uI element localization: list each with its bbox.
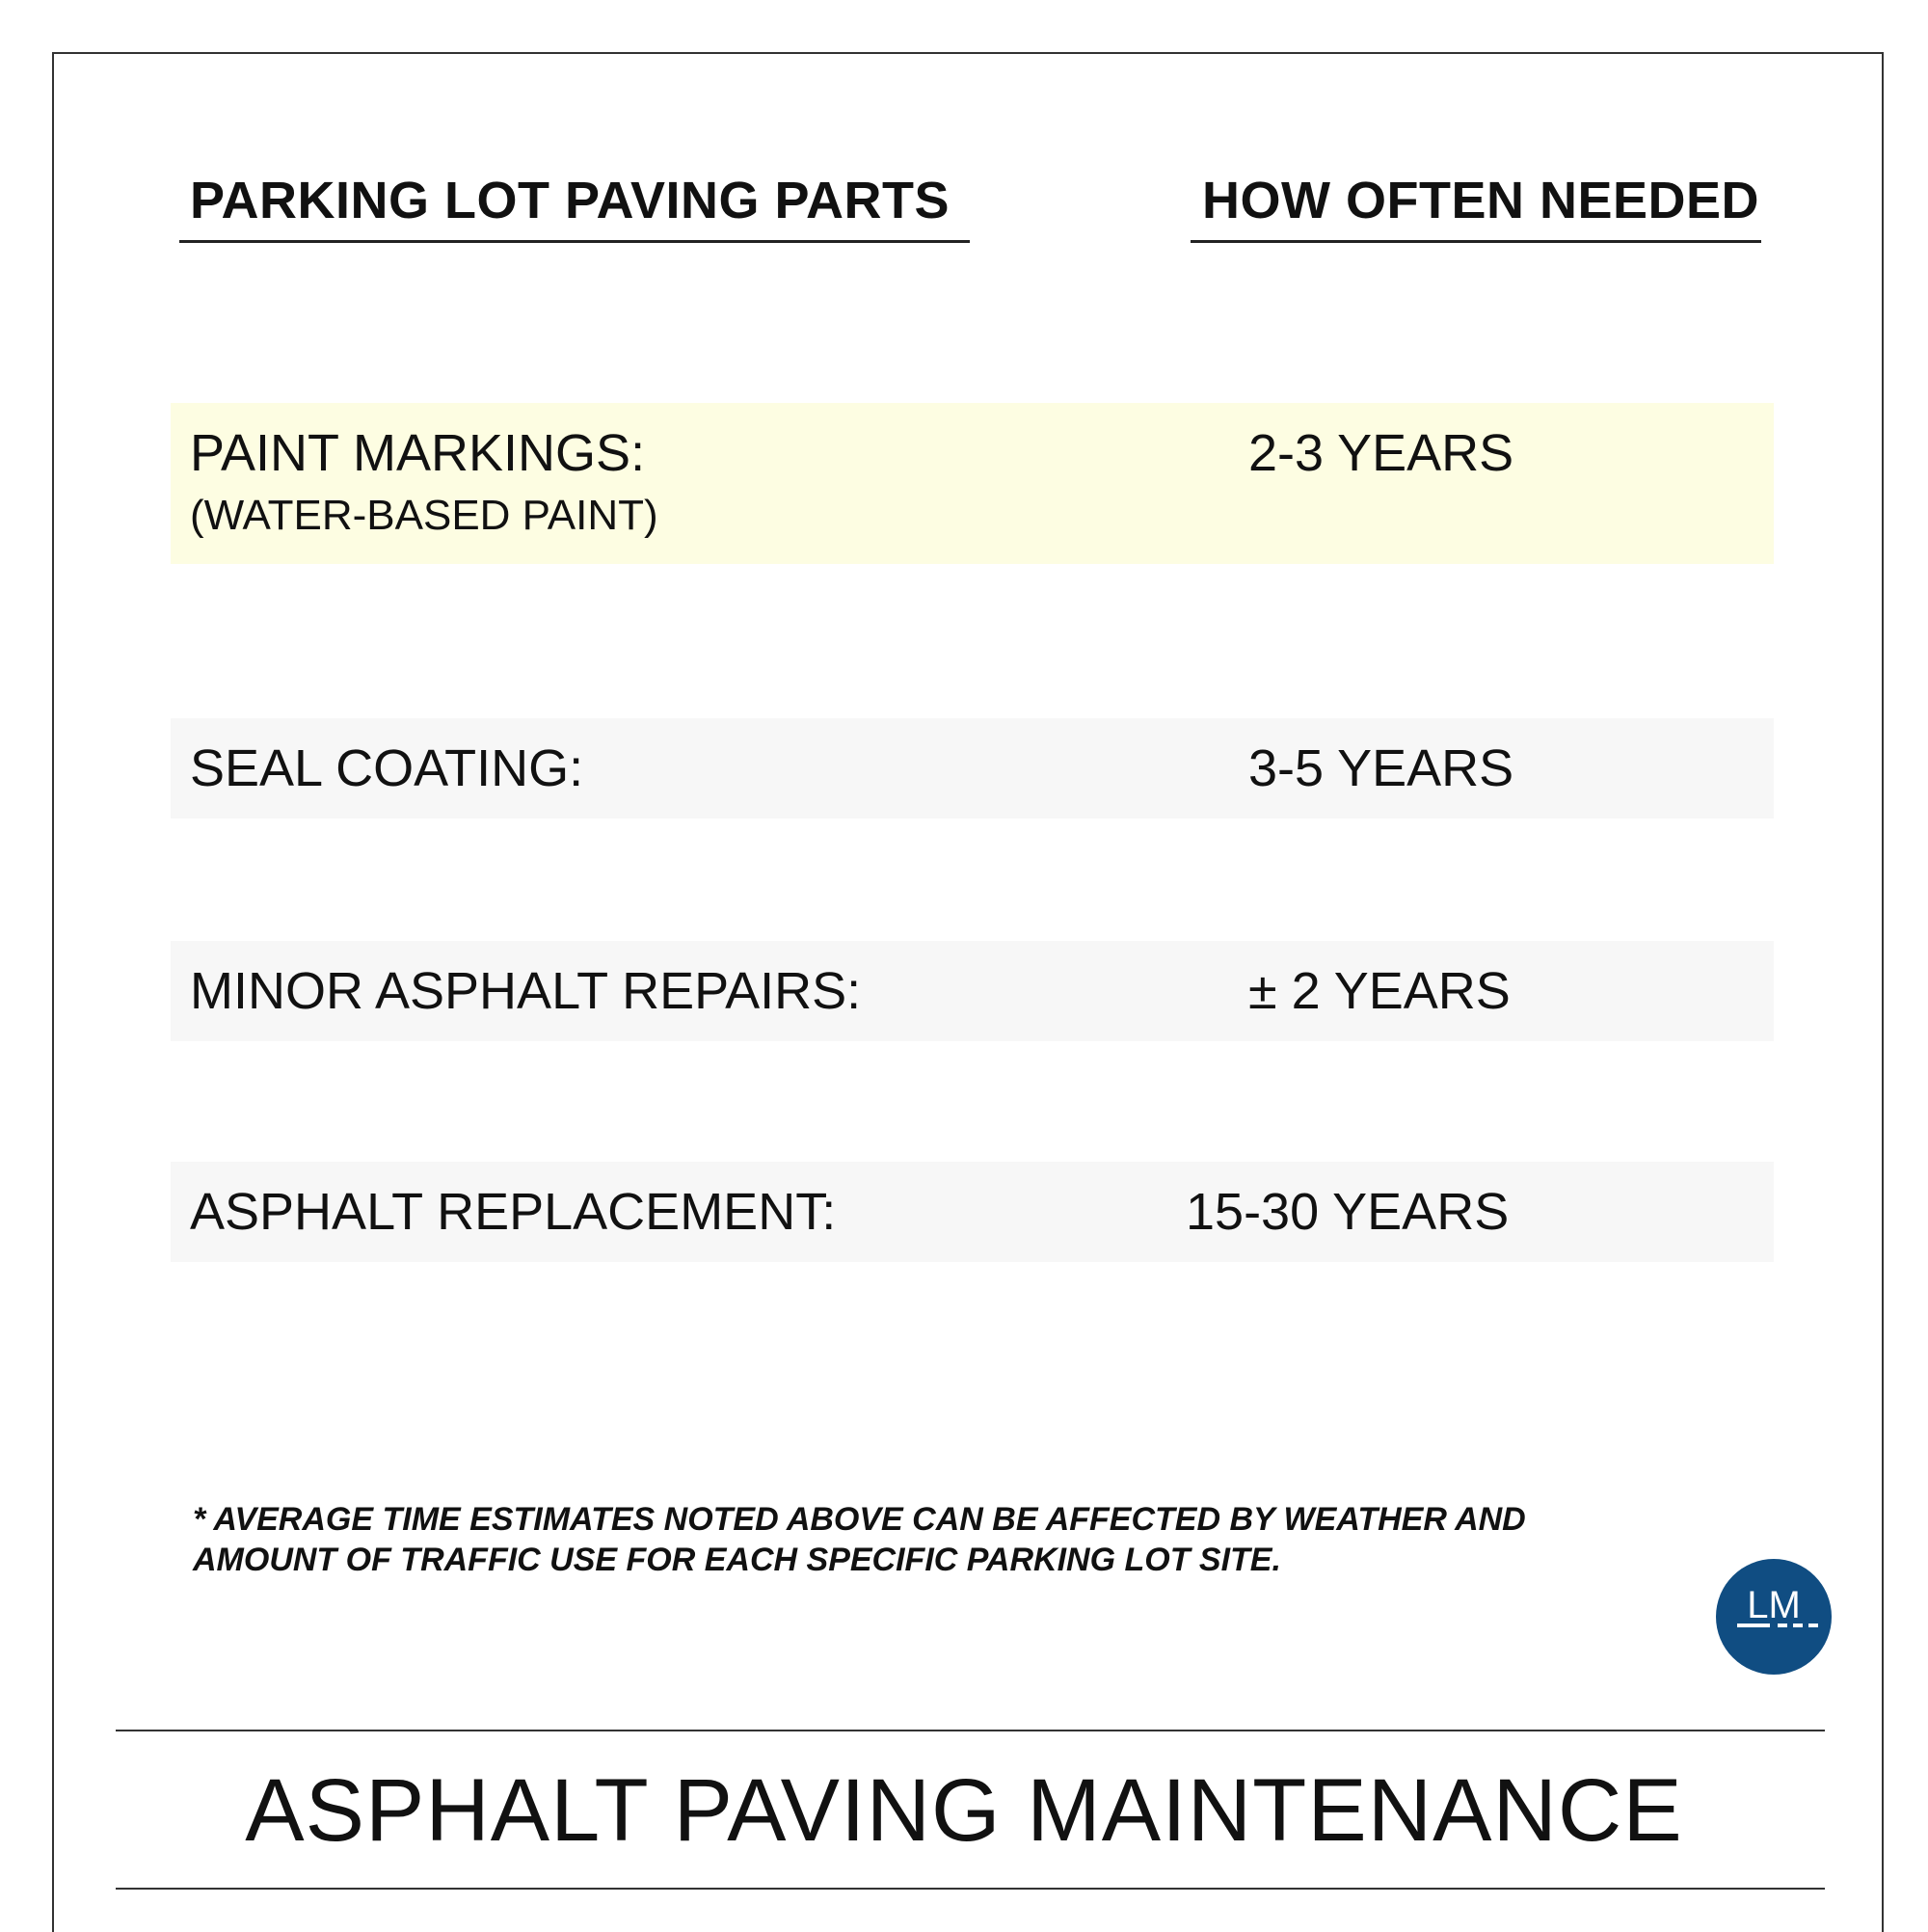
- title-bottom-divider: [116, 1888, 1825, 1890]
- column-header-parts-underline: [179, 240, 970, 243]
- row-label: PAINT MARKINGS:: [190, 424, 646, 482]
- row-label: SEAL COATING:: [190, 739, 584, 797]
- logo-text: LM: [1747, 1584, 1801, 1626]
- row-value: 15-30 YEARS: [1186, 1183, 1510, 1241]
- footnote: [193, 1499, 1526, 1580]
- column-header-frequency-underline: [1191, 240, 1761, 243]
- row-sublabel: (WATER-BASED PAINT): [190, 492, 658, 539]
- table-row-paint-markings: [171, 403, 1774, 564]
- footnote-line-2: AMOUNT OF TRAFFIC USE FOR EACH SPECIFIC PARKING LOT SITE.: [193, 1542, 1281, 1578]
- lm-logo-graphic: [1716, 1559, 1832, 1675]
- row-value: ± 2 YEARS: [1248, 962, 1511, 1020]
- lm-logo-icon: [1716, 1559, 1832, 1675]
- page-title: ASPHALT PAVING MAINTENANCE: [245, 1761, 1683, 1860]
- row-label: ASPHALT REPLACEMENT:: [190, 1183, 837, 1241]
- title-top-divider: [116, 1730, 1825, 1731]
- column-header-parts: PARKING LOT PAVING PARTS: [190, 172, 951, 229]
- table-row-minor-repairs: [171, 941, 1774, 1041]
- row-value: 2-3 YEARS: [1248, 424, 1514, 482]
- table-row-asphalt-replacement: [171, 1162, 1774, 1262]
- column-header-frequency: HOW OFTEN NEEDED: [1202, 172, 1760, 229]
- table-row-seal-coating: [171, 718, 1774, 818]
- row-value: 3-5 YEARS: [1248, 739, 1514, 797]
- row-label: MINOR ASPHALT REPAIRS:: [190, 962, 862, 1020]
- footnote-line-1: * AVERAGE TIME ESTIMATES NOTED ABOVE CAN BE AFFECTED BY WEATHER AND: [193, 1501, 1526, 1538]
